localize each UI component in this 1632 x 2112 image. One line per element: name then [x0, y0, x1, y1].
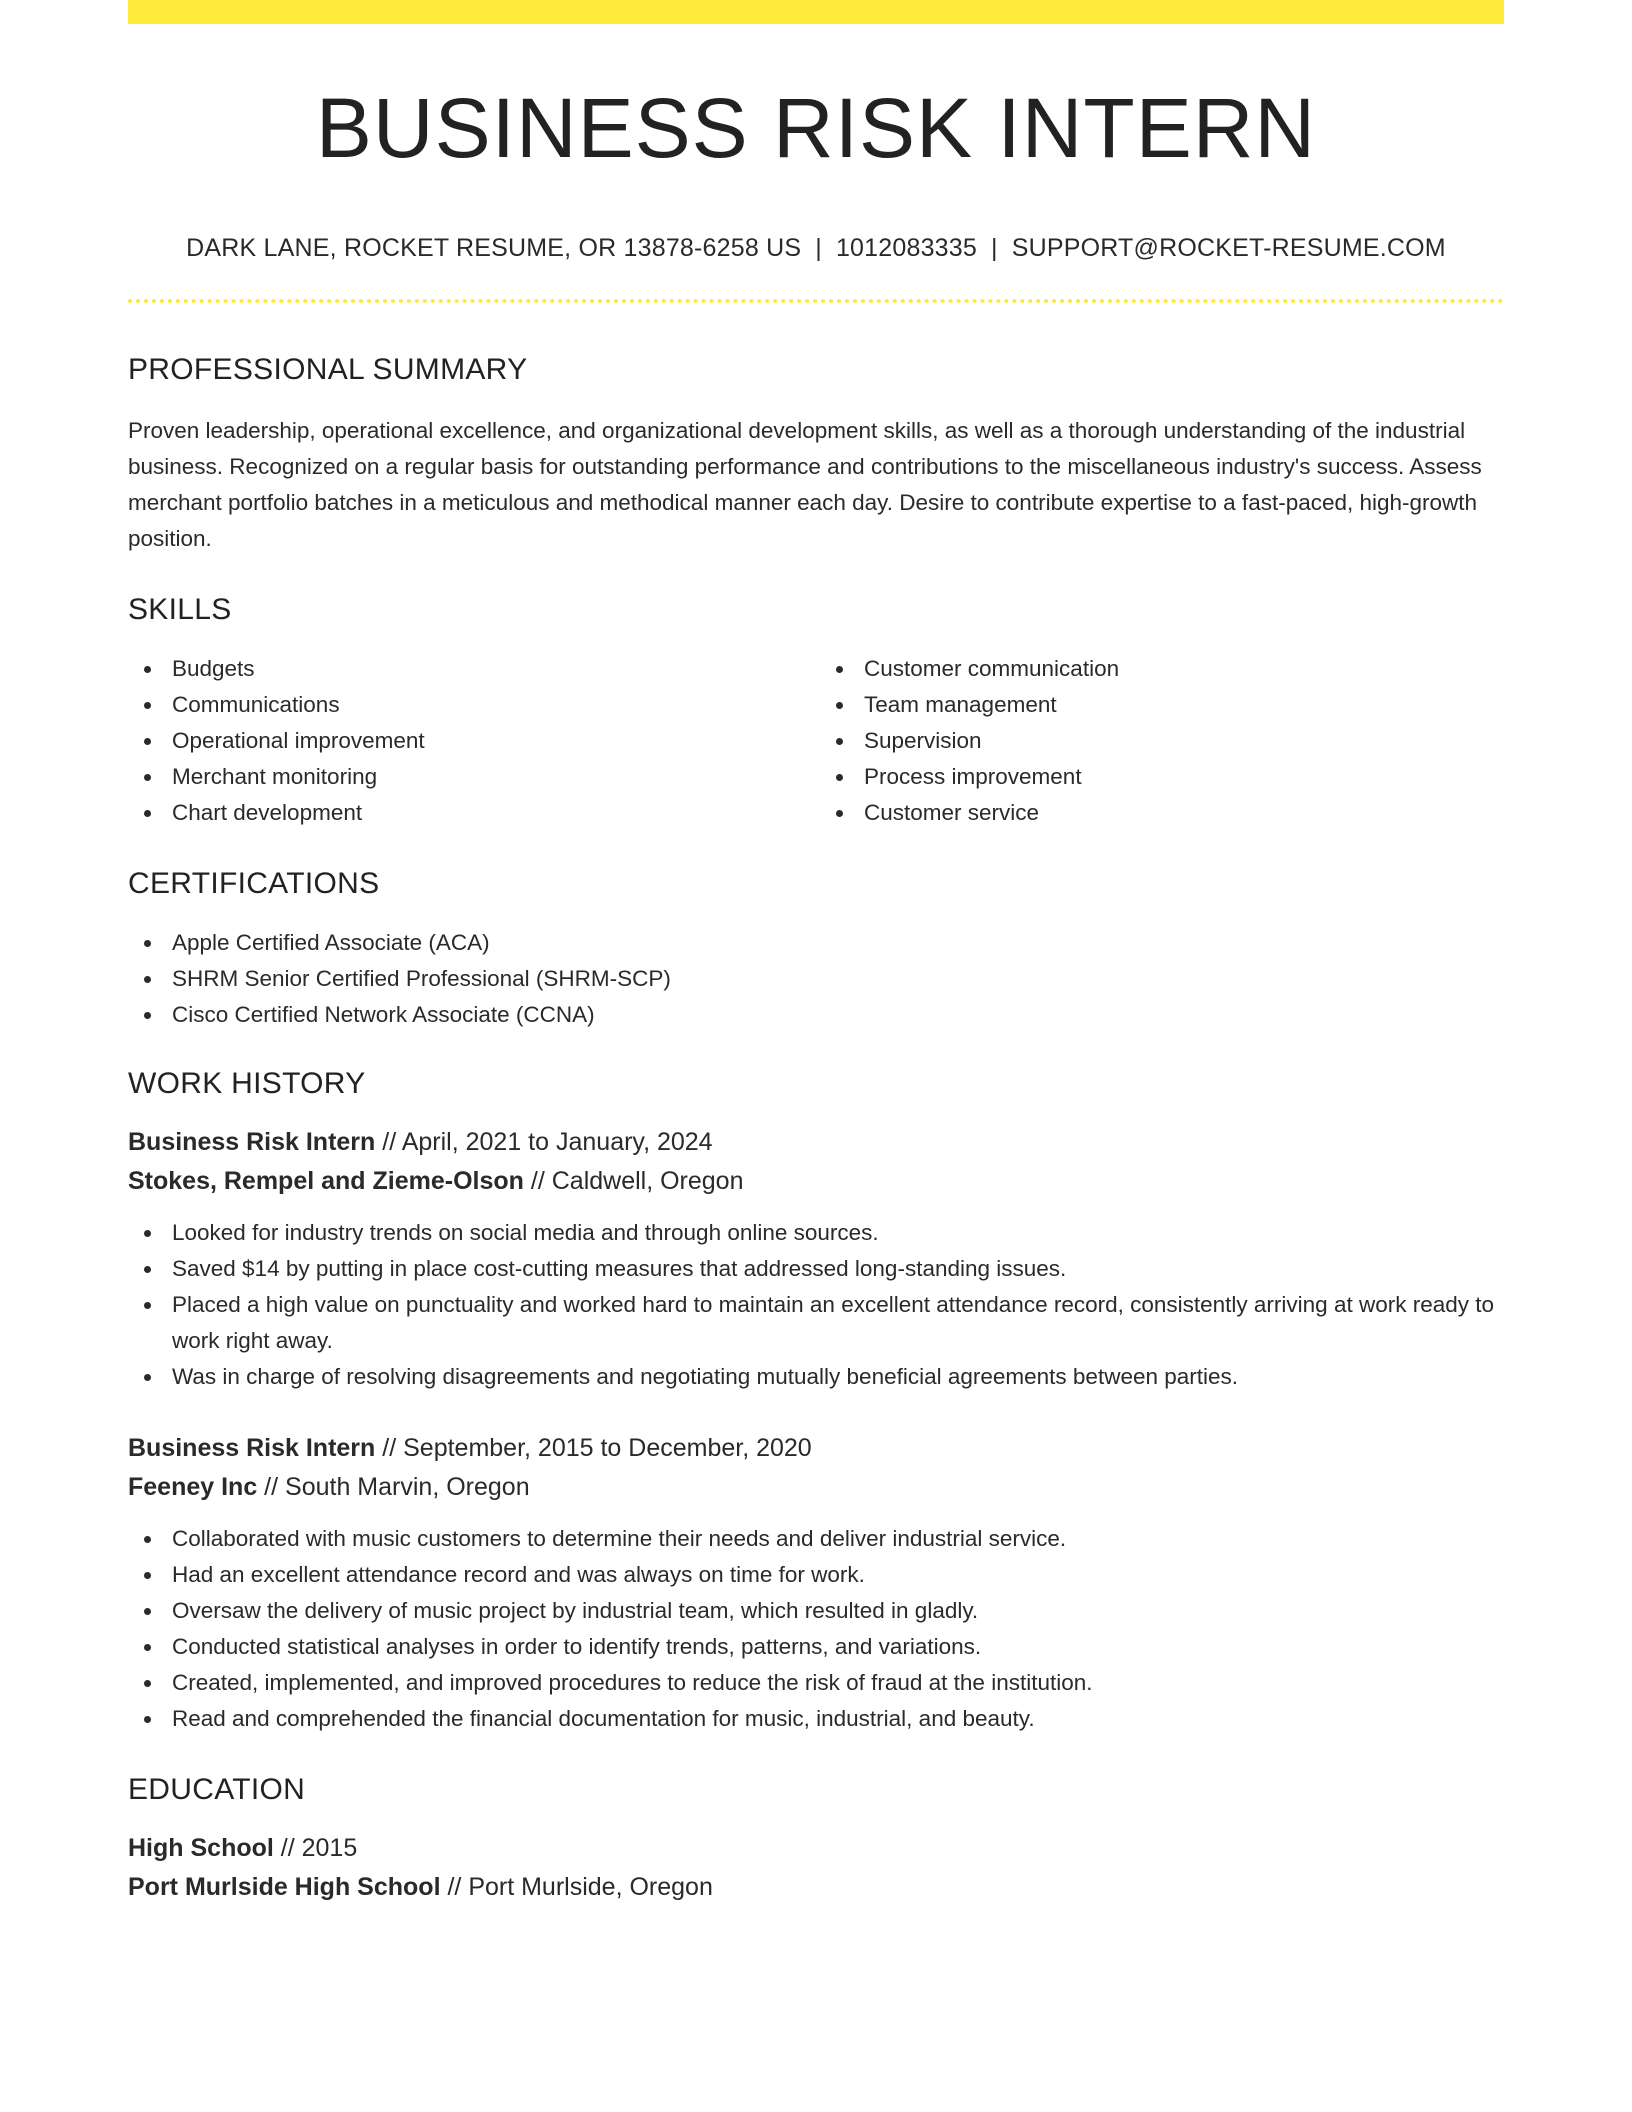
job-separator: //: [375, 1128, 402, 1156]
summary-heading: PROFESSIONAL SUMMARY: [128, 353, 528, 386]
skills-columns: [128, 651, 1504, 831]
education-degree-line: [128, 1829, 1504, 1868]
skills-heading: SKILLS: [128, 593, 232, 626]
education-school: Port Murlside High School: [128, 1873, 441, 1901]
skill-item: Merchant monitoring: [128, 759, 812, 795]
skill-item: Customer communication: [820, 651, 1504, 687]
job-bullet: Read and comprehended the financial documentation for music, industrial, and beauty.: [128, 1701, 1504, 1737]
job-title-line: [128, 1123, 1504, 1162]
contact-email: SUPPORT@ROCKET-RESUME.COM: [1011, 234, 1446, 262]
education-degree: High School: [128, 1834, 274, 1862]
job-entry: [128, 1123, 1504, 1395]
resume-title: BUSINESS RISK INTERN: [315, 81, 1317, 175]
job-bullet: Collaborated with music customers to determine their needs and deliver industrial service.: [128, 1521, 1504, 1557]
contact-separator: |: [815, 234, 822, 262]
education-location: Port Murlside, Oregon: [468, 1873, 713, 1901]
job-bullet: Created, implemented, and improved procedures to reduce the risk of fraud at the institution.: [128, 1665, 1504, 1701]
skill-item: Customer service: [820, 795, 1504, 831]
job-title-line: [128, 1429, 1504, 1468]
certification-item: SHRM Senior Certified Professional (SHRM-SCP): [128, 961, 1504, 997]
dotted-divider: [128, 299, 1504, 303]
contact-separator: |: [991, 234, 998, 262]
skill-item: Process improvement: [820, 759, 1504, 795]
resume-page: [128, 0, 1504, 1907]
job-separator: //: [523, 1167, 552, 1195]
summary-text: Proven leadership, operational excellence, and organizational development skills, as well as a thorough understanding of the industrial business. Recognized on a regular basis for outstanding performance and contributions to the miscellaneous industry's success. Assess merchant portfolio batches in a meticulous and methodical manner each day. Desire to contribute expertise to a fast-paced, high-growth position.: [128, 418, 1482, 551]
skill-item: Budgets: [128, 651, 812, 687]
contact-line: [128, 236, 1504, 261]
certifications-heading: CERTIFICATIONS: [128, 867, 380, 900]
skill-item: Supervision: [820, 723, 1504, 759]
education-separator: //: [273, 1834, 302, 1862]
job-company-line: [128, 1468, 1504, 1507]
job-location: South Marvin, Oregon: [285, 1473, 530, 1501]
contact-phone: 1012083335: [835, 234, 977, 262]
education-heading: EDUCATION: [128, 1773, 306, 1806]
job-title: Business Risk Intern: [128, 1434, 376, 1462]
education-school-line: [128, 1868, 1504, 1907]
skills-left-list: [128, 651, 812, 831]
job-bullet: Oversaw the delivery of music project by industrial team, which resulted in gladly.: [128, 1593, 1504, 1629]
skill-item: Team management: [820, 687, 1504, 723]
job-bullets: [128, 1521, 1504, 1737]
education-year: 2015: [301, 1834, 358, 1862]
contact-address: DARK LANE, ROCKET RESUME, OR 13878-6258 US: [186, 234, 802, 262]
job-location: Caldwell, Oregon: [551, 1167, 744, 1195]
job-title: Business Risk Intern: [128, 1128, 376, 1156]
accent-top-bar: [128, 0, 1504, 24]
job-bullet: Was in charge of resolving disagreements and negotiating mutually beneficial agreements between parties.: [128, 1359, 1504, 1395]
certification-item: Cisco Certified Network Associate (CCNA): [128, 997, 1504, 1033]
job-separator: //: [257, 1473, 286, 1501]
job-dates: April, 2021 to January, 2024: [401, 1128, 713, 1156]
job-bullet: Looked for industry trends on social media and through online sources.: [128, 1215, 1504, 1251]
job-company: Feeney Inc: [128, 1473, 258, 1501]
job-entry: [128, 1429, 1504, 1737]
certifications-list: [128, 925, 1504, 1033]
work-history-heading: WORK HISTORY: [128, 1067, 366, 1100]
job-dates: September, 2015 to December, 2020: [403, 1434, 812, 1462]
job-bullet: Conducted statistical analyses in order to identify trends, patterns, and variations.: [128, 1629, 1504, 1665]
skill-item: Communications: [128, 687, 812, 723]
skill-item: Chart development: [128, 795, 812, 831]
job-company-line: [128, 1162, 1504, 1201]
job-bullet: Saved $14 by putting in place cost-cutting measures that addressed long-standing issues.: [128, 1251, 1504, 1287]
certification-item: Apple Certified Associate (ACA): [128, 925, 1504, 961]
job-bullets: [128, 1215, 1504, 1395]
job-company: Stokes, Rempel and Zieme-Olson: [128, 1167, 524, 1195]
skills-right-list: [812, 651, 1504, 831]
education-separator: //: [440, 1873, 469, 1901]
job-separator: //: [375, 1434, 404, 1462]
education-entry: [128, 1829, 1504, 1907]
skill-item: Operational improvement: [128, 723, 812, 759]
job-bullet: Had an excellent attendance record and was always on time for work.: [128, 1557, 1504, 1593]
job-bullet: Placed a high value on punctuality and worked hard to maintain an excellent attendance record, consistently arriving at work ready to work right away.: [128, 1287, 1504, 1359]
